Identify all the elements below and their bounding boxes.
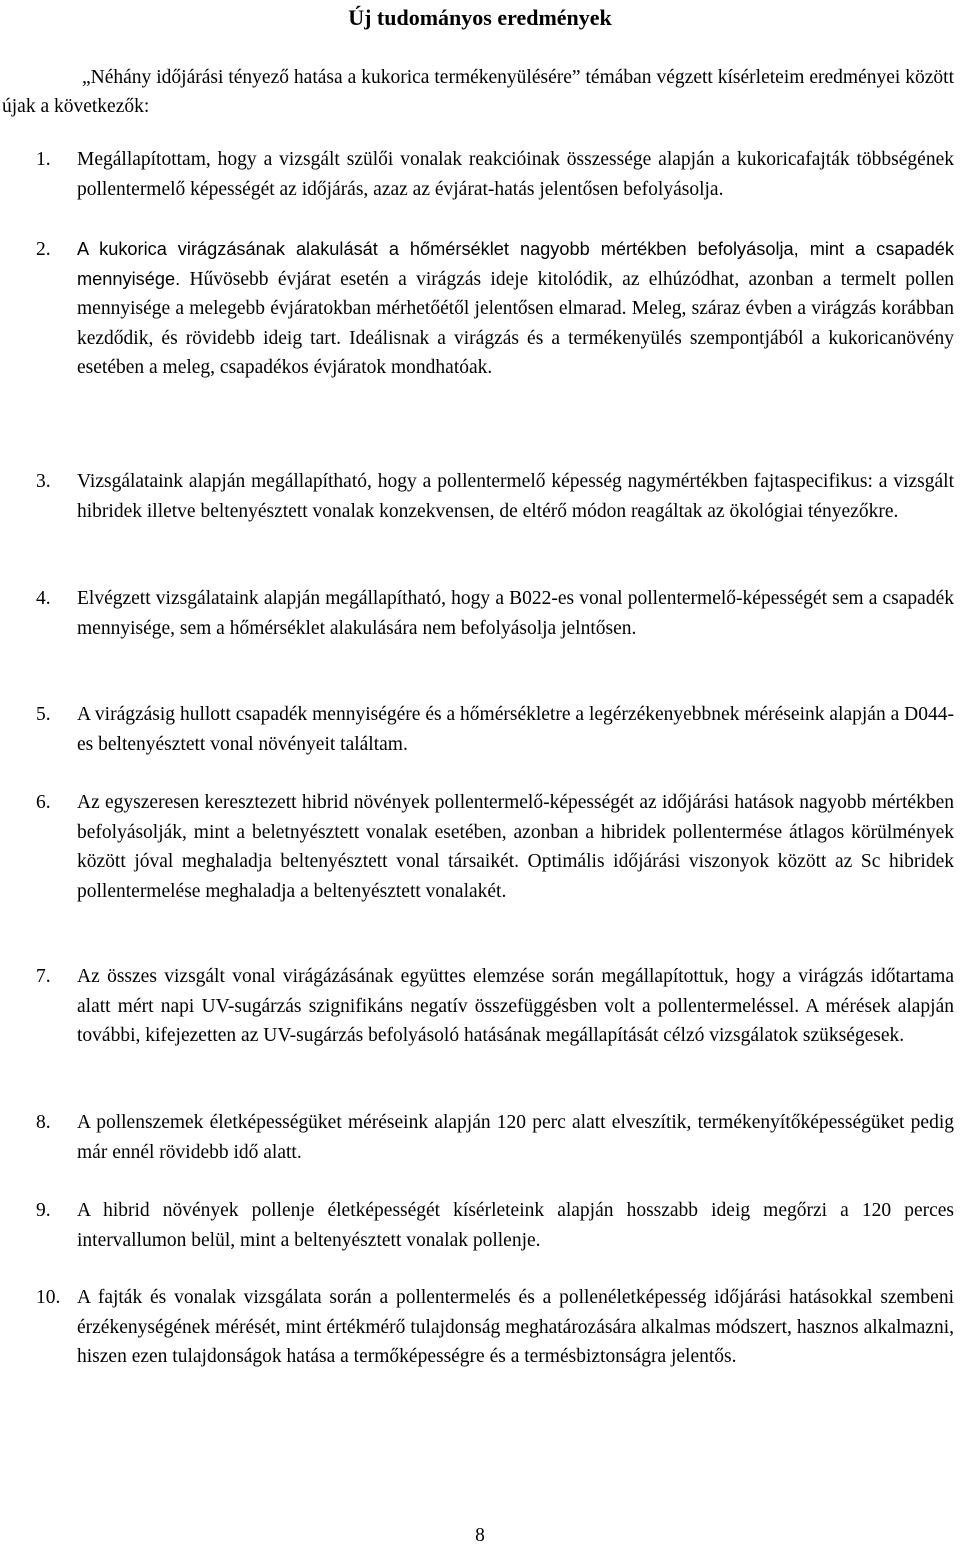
- item-text: [77, 235, 954, 383]
- item-number: 4.: [36, 588, 51, 609]
- item-text: Vizsgálataink alapján megállapítható, hogy a pollentermelő képesség nagymértékben fajtaspecifikus: a vizsgált hibridek illetve beltenyésztett vonalak konzekvensen, de eltérő módon reagáltak az ökológiai tényezőkre.: [77, 471, 954, 522]
- page-number: 8: [475, 1525, 485, 1546]
- item-number: 10.: [36, 1287, 61, 1308]
- intro-paragraph: „Néhány időjárási tényező hatása a kukorica termékenyülésére” témában végzett kísérleteim eredményei között újak a következők:: [2, 67, 954, 117]
- item-number: 3.: [36, 471, 51, 492]
- item-text: Az egyszeresen keresztezett hibrid növények pollentermelő-képességét az időjárási hatások nagyobb mértékben befolyásolják, mint a beletnyésztett vonalak esetében, azonban a hibridek pollentermése átlagos körülmények között jóval meghaladja beltenyésztett vonal társaikét. Optimális időjárási viszonyok között az Sc hibridek pollentermelése meghaladja a beltenyésztett vonalakét.: [77, 792, 954, 902]
- item-number: 8.: [36, 1112, 51, 1133]
- item-text-sans-part: A kukorica virágzásának alakulását a hőmérséklet nagyobb mértékben befolyásolja, mint a csapadék mennyisége.: [77, 239, 954, 289]
- item-text-serif-part: Hűvösebb évjárat esetén a virágzás ideje kitolódik, az elhúzódhat, azonban a termelt pollen mennyisége a melegebb évjáratokban mérhetőétől jelentősen elmarad. Meleg, száraz évben a virágzás korábban kezdődik, és rövidebb ideig tart. Ideálisnak a virágzás és a termékenyülés szempontjából a kukoricanövény esetében a meleg, csapadékos évjáratok mondhatóak.: [77, 268, 955, 378]
- item-number: 2.: [36, 239, 51, 260]
- item-text: A virágzásig hullott csapadék mennyiségére és a hőmérsékletre a legérzékenyebbnek méréseink alapján a D044-es beltenyésztett vonal növényeit találtam.: [77, 704, 954, 755]
- item-text: Megállapítottam, hogy a vizsgált szülői vonalak reakcióinak összessége alapján a kukoricafajták többségének pollentermelő képességét az időjárás, azaz az évjárat-hatás jelentősen befolyásolja.: [77, 149, 954, 200]
- item-number: 7.: [36, 966, 51, 987]
- item-text: Az összes vizsgált vonal virágázásának együttes elemzése során megállapítottuk, hogy a virágzás időtartama alatt mért napi UV-sugárzás szignifikáns negatív összefüggésben volt a pollentermeléssel. A mérések alapján további, kifejezetten az UV-sugárzás befolyásoló hatásának megállapítását célzó vizsgálatok szükségesek.: [77, 966, 954, 1046]
- item-text: Elvégzett vizsgálataink alapján megállapítható, hogy a B022-es vonal pollentermelő-képességét sem a csapadék mennyisége, sem a hőmérséklet alakulására nem befolyásolja jelntősen.: [77, 588, 954, 639]
- item-number: 1.: [36, 149, 51, 170]
- page-title: Új tudományos eredmények: [348, 5, 612, 30]
- item-number: 5.: [36, 704, 51, 725]
- item-text: A hibrid növények pollenje életképességét kísérleteink alapján hosszabb ideig megőrzi a 120 perces intervallumon belül, mint a beltenyésztett vonalak pollenje.: [77, 1200, 954, 1251]
- item-text: A pollenszemek életképességüket méréseink alapján 120 perc alatt elveszítik, termékenyítőképességüket pedig már ennél rövidebb idő alatt.: [77, 1112, 954, 1163]
- item-text: A fajták és vonalak vizsgálata során a pollentermelés és a pollenéletképesség időjárási hatásokkal szembeni érzékenységének mérését, mint értékmérő tulajdonság meghatározására alkalmas módszert, hasznos alkalmazni, hiszen ezen tulajdonságok hatása a termőképességre és a termésbiztonságra jelentős.: [77, 1287, 954, 1367]
- item-number: 9.: [36, 1200, 51, 1221]
- item-number: 6.: [36, 792, 51, 813]
